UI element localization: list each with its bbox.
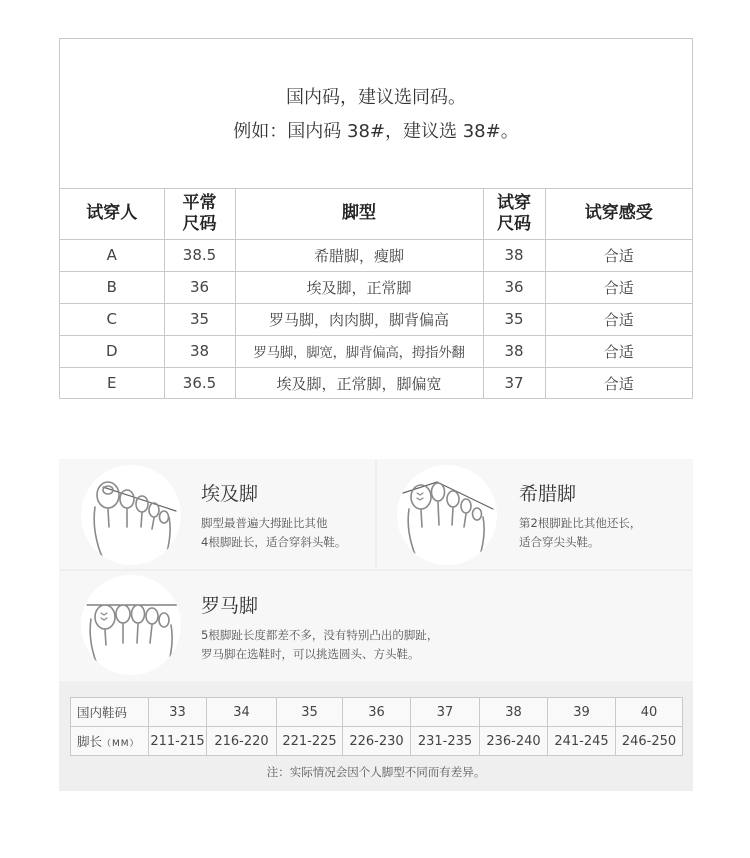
cell-foot-type: 希腊脚，瘦脚 [235,239,483,271]
header-tried-size: 试穿 尺码 [483,189,545,239]
size-cell: 38 [480,698,548,727]
size-cell: 35 [277,698,343,727]
size-cell: 40 [616,698,683,727]
table-row [60,367,692,399]
size-cell: 34 [207,698,277,727]
cell-tried-size: 37 [483,367,545,399]
length-cell: 211-215 [149,727,207,756]
cell-usual-size: 38.5 [164,239,235,271]
egyptian-foot-title: 埃及脚 [201,483,259,505]
roman-foot-desc: 5根脚趾长度都差不多，没有特别凸出的脚趾， 罗马脚在选鞋时，可以挑选圆头、方头鞋。 [201,628,439,661]
roman-foot-icon [81,575,181,675]
greek-foot-icon [397,465,497,565]
cell-person: C [60,303,164,335]
size-cell: 36 [343,698,411,727]
cell-foot-type: 埃及脚，正常脚 [235,271,483,303]
cell-usual-size: 35 [164,303,235,335]
length-row [71,727,683,756]
cell-tried-size: 38 [483,335,545,367]
cell-feeling: 合适 [545,239,692,271]
size-advice-line1: 国内码，建议选同码。 [286,86,466,108]
size-cell: 33 [149,698,207,727]
size-cell: 37 [411,698,480,727]
cell-person: E [60,367,164,399]
foot-type-guide [59,459,693,791]
cell-foot-type: 埃及脚，正常脚，脚偏宽 [235,367,483,399]
size-chart [70,697,683,756]
fit-table [60,189,692,399]
header-person: 试穿人 [60,189,164,239]
length-cell: 231-235 [411,727,480,756]
header-foot-type: 脚型 [235,189,483,239]
header-feeling: 试穿感受 [545,189,692,239]
length-cell: 226-230 [343,727,411,756]
length-cell: 221-225 [277,727,343,756]
cell-tried-size: 38 [483,239,545,271]
size-cell: 39 [548,698,616,727]
length-cell: 241-245 [548,727,616,756]
length-row-label: 脚长（MM） [71,727,149,756]
cell-foot-type: 罗马脚，脚宽，脚背偏高，拇指外翻 [235,335,483,367]
roman-foot-card [59,571,693,681]
fit-table-header [60,189,692,239]
cell-feeling: 合适 [545,271,692,303]
size-advice [60,39,692,189]
cell-usual-size: 36.5 [164,367,235,399]
size-row-label: 国内鞋码 [71,698,149,727]
cell-tried-size: 35 [483,303,545,335]
table-row [60,303,692,335]
size-disclaimer: 注：实际情况会因个人脚型不同而有差异。 [266,765,486,779]
cell-feeling: 合适 [545,335,692,367]
length-cell: 236-240 [480,727,548,756]
cell-person: A [60,239,164,271]
length-cell: 246-250 [616,727,683,756]
header-usual-size: 平常 尺码 [164,189,235,239]
length-cell: 216-220 [207,727,277,756]
cell-usual-size: 36 [164,271,235,303]
fit-report [59,38,693,399]
cell-feeling: 合适 [545,303,692,335]
egyptian-foot-desc: 脚型最普遍大拇趾比其他 4根脚趾长，适合穿斜头鞋。 [201,516,347,549]
greek-foot-card [377,459,693,569]
cell-usual-size: 38 [164,335,235,367]
cell-tried-size: 36 [483,271,545,303]
size-advice-line2: 例如：国内码 38#，建议选 38#。 [233,120,519,142]
cell-person: D [60,335,164,367]
roman-foot-title: 罗马脚 [201,595,259,617]
greek-foot-title: 希腊脚 [519,483,577,505]
cell-person: B [60,271,164,303]
egyptian-foot-card [59,459,375,569]
table-row [60,271,692,303]
table-row [60,335,692,367]
cell-foot-type: 罗马脚，肉肉脚，脚背偏高 [235,303,483,335]
size-row [71,698,683,727]
egyptian-foot-icon [81,465,181,565]
table-row [60,239,692,271]
cell-feeling: 合适 [603,374,634,393]
greek-foot-desc: 第2根脚趾比其他还长， 适合穿尖头鞋。 [519,516,642,549]
